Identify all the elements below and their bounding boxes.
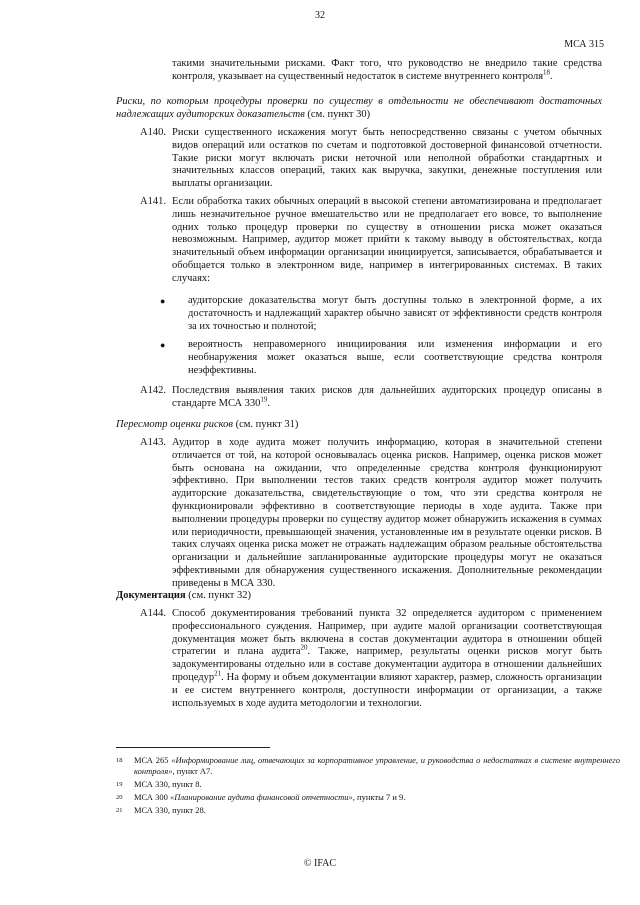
section-heading-substantive: Риски, по которым процедуры проверки по существу в отдельности не обеспечивают достаточных надлежащих аудиторских доказательств (см. пункт 30) — [116, 96, 602, 120]
page-number: 32 — [315, 10, 325, 21]
footnote-ref-21[interactable]: 21 — [214, 669, 222, 678]
paragraph-text: Последствия выявления таких рисков для дальнейших аудиторских процедур описаны в стандарте МСА $330^{19}$. — [172, 385, 602, 409]
footer-copyright: © IFAC — [303, 858, 337, 869]
document-page: 32 МСА 315 такими значительными рисками. Факт того, что руководство не внедрило такие средства контроля, указывает на существенный недостаток в системе внутреннего контроля$^{18}$. Риски, по которым процедуры проверки по существу в отдельности не обеспечивают достаточных надлежащих аудиторских доказательств (см. пункт 30) A140. Риски существенного искажения могут быть непосредственно связаны с учетом обычных видов операций или остатков по счетам и подготовкой достоверной финансовой отчетности. Такие риски могут включать риски неточной или неполной обработки стандартных и значительных классов операций, таких как выручка, закупки, денежные поступления или выплаты организации. A141. Если обработка таких обычных операций в высокой степени автоматизирована и предполагает лишь незначительное ручное вмешательство или не предполагает его вовсе, то выполнение одних только процедур проверки по существу в отношении риска может оказаться невозможным. Например, аудитор может прийти к такому выводу в обстоятельствах, когда значительный объем информации организации инициируется, записывается, обрабатывается и обобщается только в электронном виде, например в интегрированных системах. В таких случаях: ● аудиторские доказательства могут быть доступны только в электронной форме, а их достаточность и надлежащий характер обычно зависят от эффективности средств контроля за их точностью и полнотой; ● вероятность неправомерного инициирования или изменения информации и его необнаружения может оказаться выше, если соответствующие средства контроля неэффективны. A142. Последствия выявления таких рисков для дальнейших аудиторских процедур описаны в стандарте МСА $330^{19}$. Пересмотр оценки рисков (см. пункт 31) A143. Аудитор в ходе аудита может получить информацию, которая в значительной степени отличается от той, на которой основывалась оценка рисков. Например, оценка рисков может быть основана на ожидании, что определенные средства контроля функционируют эффективно. При выполнении тестов таких средств контроля аудитор может получить аудиторские доказательства, свидетельствующие о том, что эти средства контроля не функционировали эффективно в соответствующие периоды в ходе аудита. Также при выполнении процедуры проверки по существу аудитор может обнаружить искажения в суммах или периодичности, превышающей значения, установленные им в результате оценки рисков. В таких случаях оценка риска может не отражать надлежащим образом реальные обстоятельства организации и дальнейшие запланированные аудиторские процедуры могут не оказаться эффективными для обнаружения существенного искажения. Дополнительные рекомендации приведены в МСА 330. Документация (см. пункт 32) A144. Способ документирования требований пункта 32 определяется аудитором с применением профессионального суждения. Например, при аудите малой организации соответствующая документация может быть включена в состав документации аудитора в отношении общей стратегии и плана аудита$^{20}$. Также, например, результаты оценки рисков могут быть задокументированы отдельно или в составе документации аудитора в отношении дальнейших процедур$^{21}$. На форму и объем документации влияют характер, размер, сложность организации и ее систем внутреннего контроля, доступности информации от организации, а также используемых в ходе аудита методологии и технологии. 18 МСА 265 «Информирование лиц, отвечающих за корпоративное управление, и руководства о недостатках в системе внутреннего контроля», пункт A7. 19 МСА 330, пункт 8. 20 МСА 300 «Планирование аудита финансовой отчетности», пункты 7 и 9. 21 МСА 330, пункт 28. © IFAC — [0, 0, 640, 905]
paragraph-number: A143. — [140, 437, 166, 448]
footnote-ref-18[interactable]: 18 — [543, 68, 551, 77]
bullet-icon: ● — [160, 340, 166, 350]
footnote-ref-19[interactable]: 19 — [260, 395, 268, 404]
paragraph-a142 — [116, 385, 602, 415]
paragraph-a143 — [116, 437, 602, 589]
section-heading-reassessment: Пересмотр оценки рисков (см. пункт 31) — [116, 419, 299, 430]
paragraph-number: A141. — [140, 196, 166, 207]
intro-paragraph: такими значительными рисками. Факт того, что руководство не внедрило такие средства контроля, указывает на существенный недостаток в системе внутреннего контроля$^{18}$. — [172, 58, 602, 82]
paragraph-text: Риски существенного искажения могут быть непосредственно связаны с учетом обычных видов операций или остатков по счетам и подготовкой достоверной финансовой отчетности. Такие риски могут включать риски неточной или неполной обработки стандартных и значительных классов операций, таких как выручка, закупки, денежные поступления или выплаты организации. — [172, 127, 602, 190]
paragraph-a141 — [116, 196, 602, 288]
bullet-icon: ● — [160, 296, 166, 306]
paragraph-text: Способ документирования требований пункта 32 определяется аудитором с применением профессионального суждения. Например, при аудите малой организации соответствующая документация может быть включена в состав документации аудитора в отношении общей стратегии и плана аудита$^{20}$. Также, например, результаты оценки рисков могут быть задокументированы отдельно или в составе документации аудитора в отношении дальнейших процедур$^{21}$. На форму и объем документации влияют характер, размер, сложность организации и ее систем внутреннего контроля, доступности информации от организации, а также используемых в ходе аудита методологии и технологии. — [172, 608, 602, 709]
paragraph-number: A144. — [140, 608, 166, 619]
paragraph-a144 — [116, 608, 602, 720]
document-code: МСА 315 — [564, 39, 604, 50]
paragraph-number: A140. — [140, 127, 166, 138]
footnote-separator — [116, 747, 270, 748]
footnote-ref-20[interactable]: 20 — [300, 643, 308, 652]
paragraph-number: A142. — [140, 385, 166, 396]
paragraph-text: Аудитор в ходе аудита может получить информацию, которая в значительной степени отличается от той, на которой основывалась оценка рисков. Например, оценка рисков может быть основана на ожидании, что определенные средства контроля функционируют эффективно. При выполнении тестов таких средств контроля аудитор может получить аудиторские доказательства, свидетельствующие о том, что эти средства контроля не функционировали эффективно в соответствующие периоды в ходе аудита. Также при выполнении процедуры проверки по существу аудитор может обнаружить искажения в суммах или периодичности, превышающей значения, установленные им в результате оценки рисков. В таких случаях оценка риска может не отражать надлежащим образом реальные обстоятельства организации и дальнейшие запланированные аудиторские процедуры могут не оказаться эффективными для обнаружения существенного искажения. Дополнительные рекомендации приведены в МСА 330. — [172, 437, 602, 589]
section-heading-documentation: Документация (см. пункт 32) — [116, 590, 252, 601]
paragraph-a140 — [116, 127, 602, 189]
paragraph-text: Если обработка таких обычных операций в высокой степени автоматизирована и предполагает лишь незначительное ручное вмешательство или не предполагает его вовсе, то выполнение одних только процедур проверки по существу в отношении риска может оказаться невозможным. Например, аудитор может прийти к такому выводу в обстоятельствах, когда значительный объем информации организации инициируется, записывается, обрабатывается и обобщается только в электронном виде, например в интегрированных системах. В таких случаях: — [172, 196, 602, 284]
